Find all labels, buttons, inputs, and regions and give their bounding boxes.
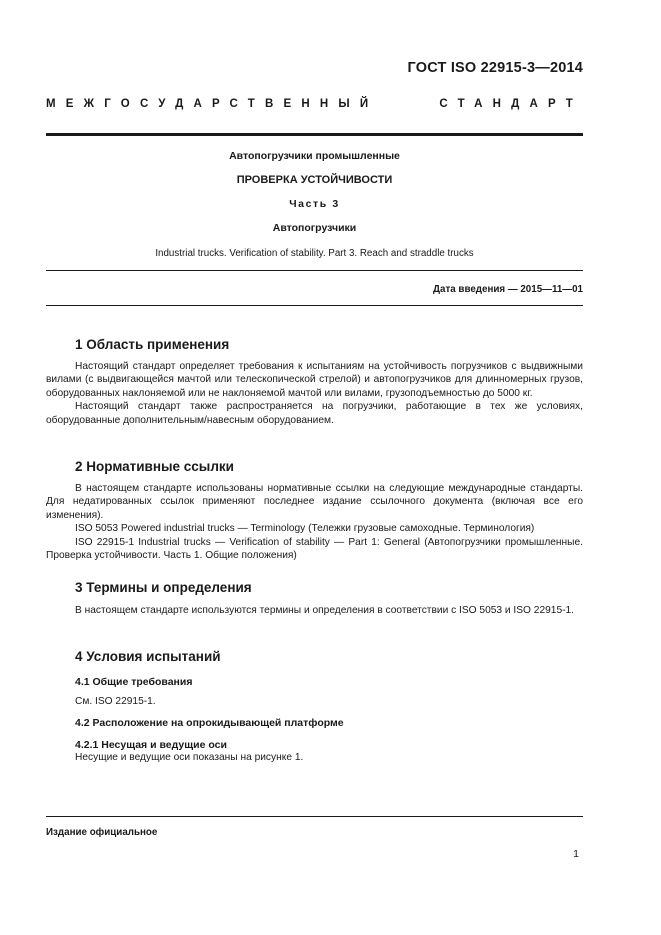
section-3-paragraph-1: В настоящем стандарте используются термины и определения в соответствии с ISO 5053 и ISO 22915-1.: [75, 605, 575, 616]
section-1-body: [46, 360, 583, 427]
section-2-paragraph-1: В настоящем стандарте использованы нормативные ссылки на следующие международные стандарты. Для недатированных ссылок применяют последнее издание ссылочного документа (включая все его изменения).: [46, 483, 583, 521]
banner-standard: СТАНДАРТ: [439, 98, 583, 110]
subsection-4-2-1-text: Несущие и ведущие оси показаны на рисунке 1.: [75, 752, 304, 763]
title-rule: [46, 270, 583, 271]
section-2-heading: 2 Нормативные ссылки: [75, 459, 234, 474]
banner-interstate: МЕЖГОСУДАРСТВЕННЫЙ: [46, 98, 379, 110]
standard-banner: [0, 98, 661, 118]
document-code: ГОСТ ISO 22915-3—2014: [407, 60, 583, 76]
title-english: Industrial trucks. Verification of stability. Part 3. Reach and straddle trucks: [155, 248, 474, 259]
section-2-reference-1: ISO 5053 Powered industrial trucks — Terminology (Тележки грузовые самоходные. Терминология): [75, 523, 535, 535]
title-part: Часть 3: [289, 198, 340, 210]
title-line-4: Автопогрузчики: [272, 222, 357, 234]
section-3-heading: 3 Термины и определения: [75, 580, 252, 595]
title-line-2: ПРОВЕРКА УСТОЙЧИВОСТИ: [236, 174, 393, 186]
section-2-body: [46, 482, 583, 562]
section-1-paragraph-1: Настоящий стандарт определяет требования к испытаниям на устойчивость погрузчиков с выдвижными вилами (с выдвигающейся мачтой или телескопической стрелой) и автопогрузчиков для длинномерных грузов, оборудованных наклоняемой или не наклоняемой мачтой или вилами, грузоподъемностью до 5000 кг.: [46, 361, 583, 399]
introduction-date: Дата введения — 2015—11—01: [433, 284, 583, 295]
subsection-4-2-heading: 4.2 Расположение на опрокидывающей платформе: [75, 717, 344, 729]
subsection-4-2-1-heading: 4.2.1 Несущая и ведущие оси: [75, 739, 227, 751]
section-2-reference-2: ISO 22915-1 Industrial trucks — Verification of stability — Part 1: General (Автопогрузчики промышленные. Проверка устойчивости. Часть 1. Общие положения): [46, 536, 583, 562]
header-rule: [46, 133, 583, 136]
title-line-1: Автопогрузчики промышленные: [229, 150, 400, 162]
footer-rule: [46, 816, 583, 817]
section-4-heading: 4 Условия испытаний: [75, 649, 221, 664]
section-1-paragraph-2: Настоящий стандарт также распространяется на погрузчики, работающие в тех же условиях, оборудованные дополнительным/навесным оборудованием.: [46, 401, 583, 426]
page-number: 1: [573, 848, 579, 860]
section-3-body: [46, 604, 583, 617]
section-1-heading: 1 Область применения: [75, 337, 230, 352]
subsection-4-1-heading: 4.1 Общие требования: [75, 676, 193, 688]
date-rule: [46, 305, 583, 306]
subsection-4-1-text: См. ISO 22915-1.: [75, 696, 156, 707]
official-edition-label: Издание официальное: [46, 827, 158, 838]
